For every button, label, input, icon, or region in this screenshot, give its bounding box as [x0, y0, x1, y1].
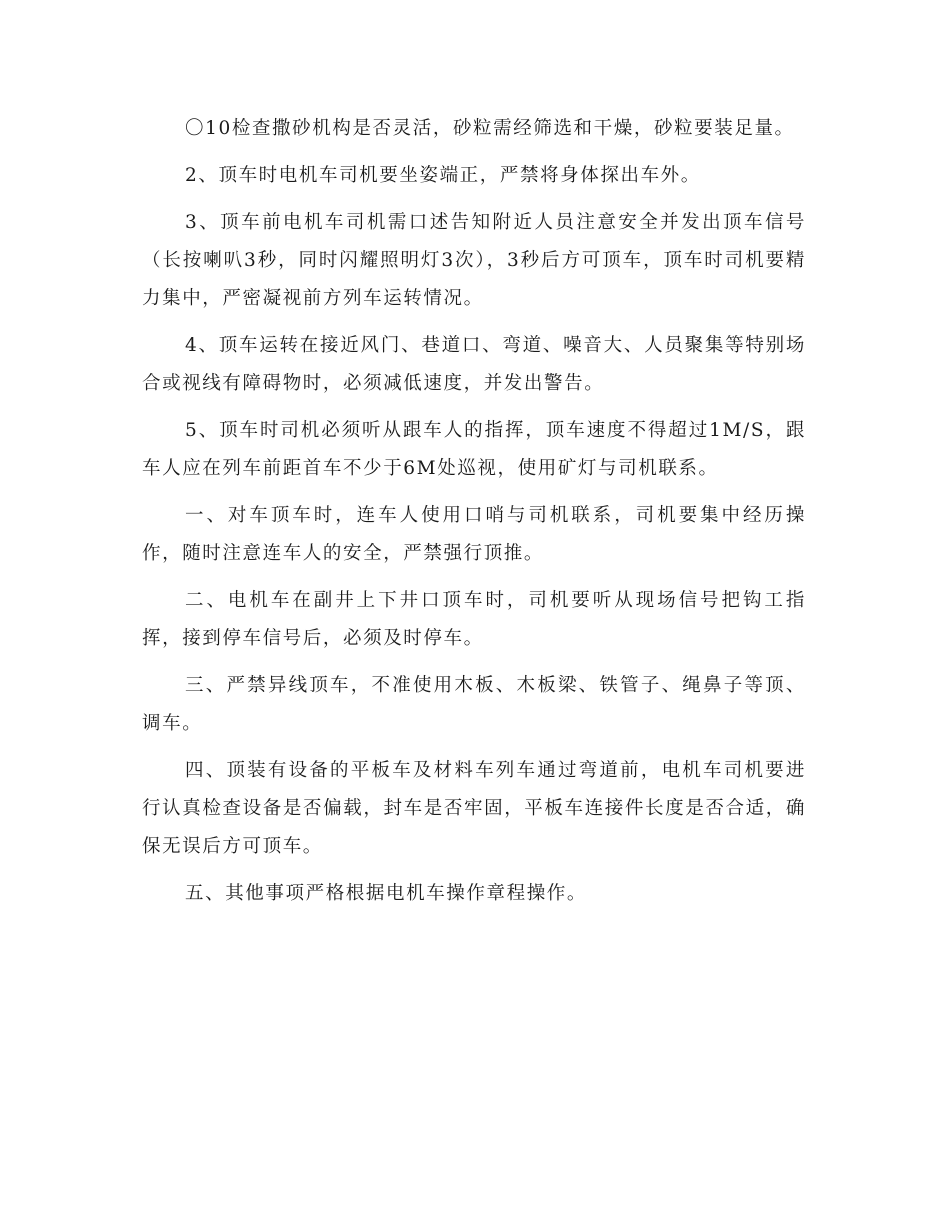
document-body	[142, 110, 806, 922]
paragraph-5-speed: 5、顶车时司机必须听从跟车人的指挥，顶车速度不得超过1M/S，跟车人应在列车前距首车不少于6M处巡视，使用矿灯与司机联系。	[142, 420, 806, 479]
paragraph-three-prohibit: 三、严禁异线顶车，不准使用木板、木板梁、铁管子、绳鼻子等顶、调车。	[142, 675, 806, 734]
paragraph-4-special-areas: 4、顶车运转在接近风门、巷道口、弯道、噪音大、人员聚集等特别场合或视线有障碍物时，必须减低速度，并发出警告。	[142, 335, 806, 394]
paragraph-3-signal: 3、顶车前电机车司机需口述告知附近人员注意安全并发出顶车信号（长按喇叭3秒，同时闪耀照明灯3次），3秒后方可顶车，顶车时司机要精力集中，严密凝视前方列车运转情况。	[142, 212, 806, 309]
paragraph-sand-check: 〇10检查撒砂机构是否灵活，砂粒需经筛选和干燥，砂粒要装足量。	[185, 118, 795, 139]
paragraph-five-other: 五、其他事项严格根据电机车操作章程操作。	[185, 883, 588, 904]
paragraph-two-shaft: 二、电机车在副井上下井口顶车时，司机要听从现场信号把钩工指挥，接到停车信号后，必须及时停车。	[142, 590, 806, 649]
paragraph-four-equipment: 四、顶装有设备的平板车及材料车列车通过弯道前，电机车司机要进行认真检查设备是否偏载，封车是否牢固，平板车连接件长度是否合适，确保无误后方可顶车。	[142, 760, 806, 857]
paragraph-one-coupling: 一、对车顶车时，连车人使用口哨与司机联系，司机要集中经历操作，随时注意连车人的安全，严禁强行顶推。	[142, 505, 806, 564]
paragraph-2-posture: 2、顶车时电机车司机要坐姿端正，严禁将身体探出车外。	[185, 165, 701, 186]
